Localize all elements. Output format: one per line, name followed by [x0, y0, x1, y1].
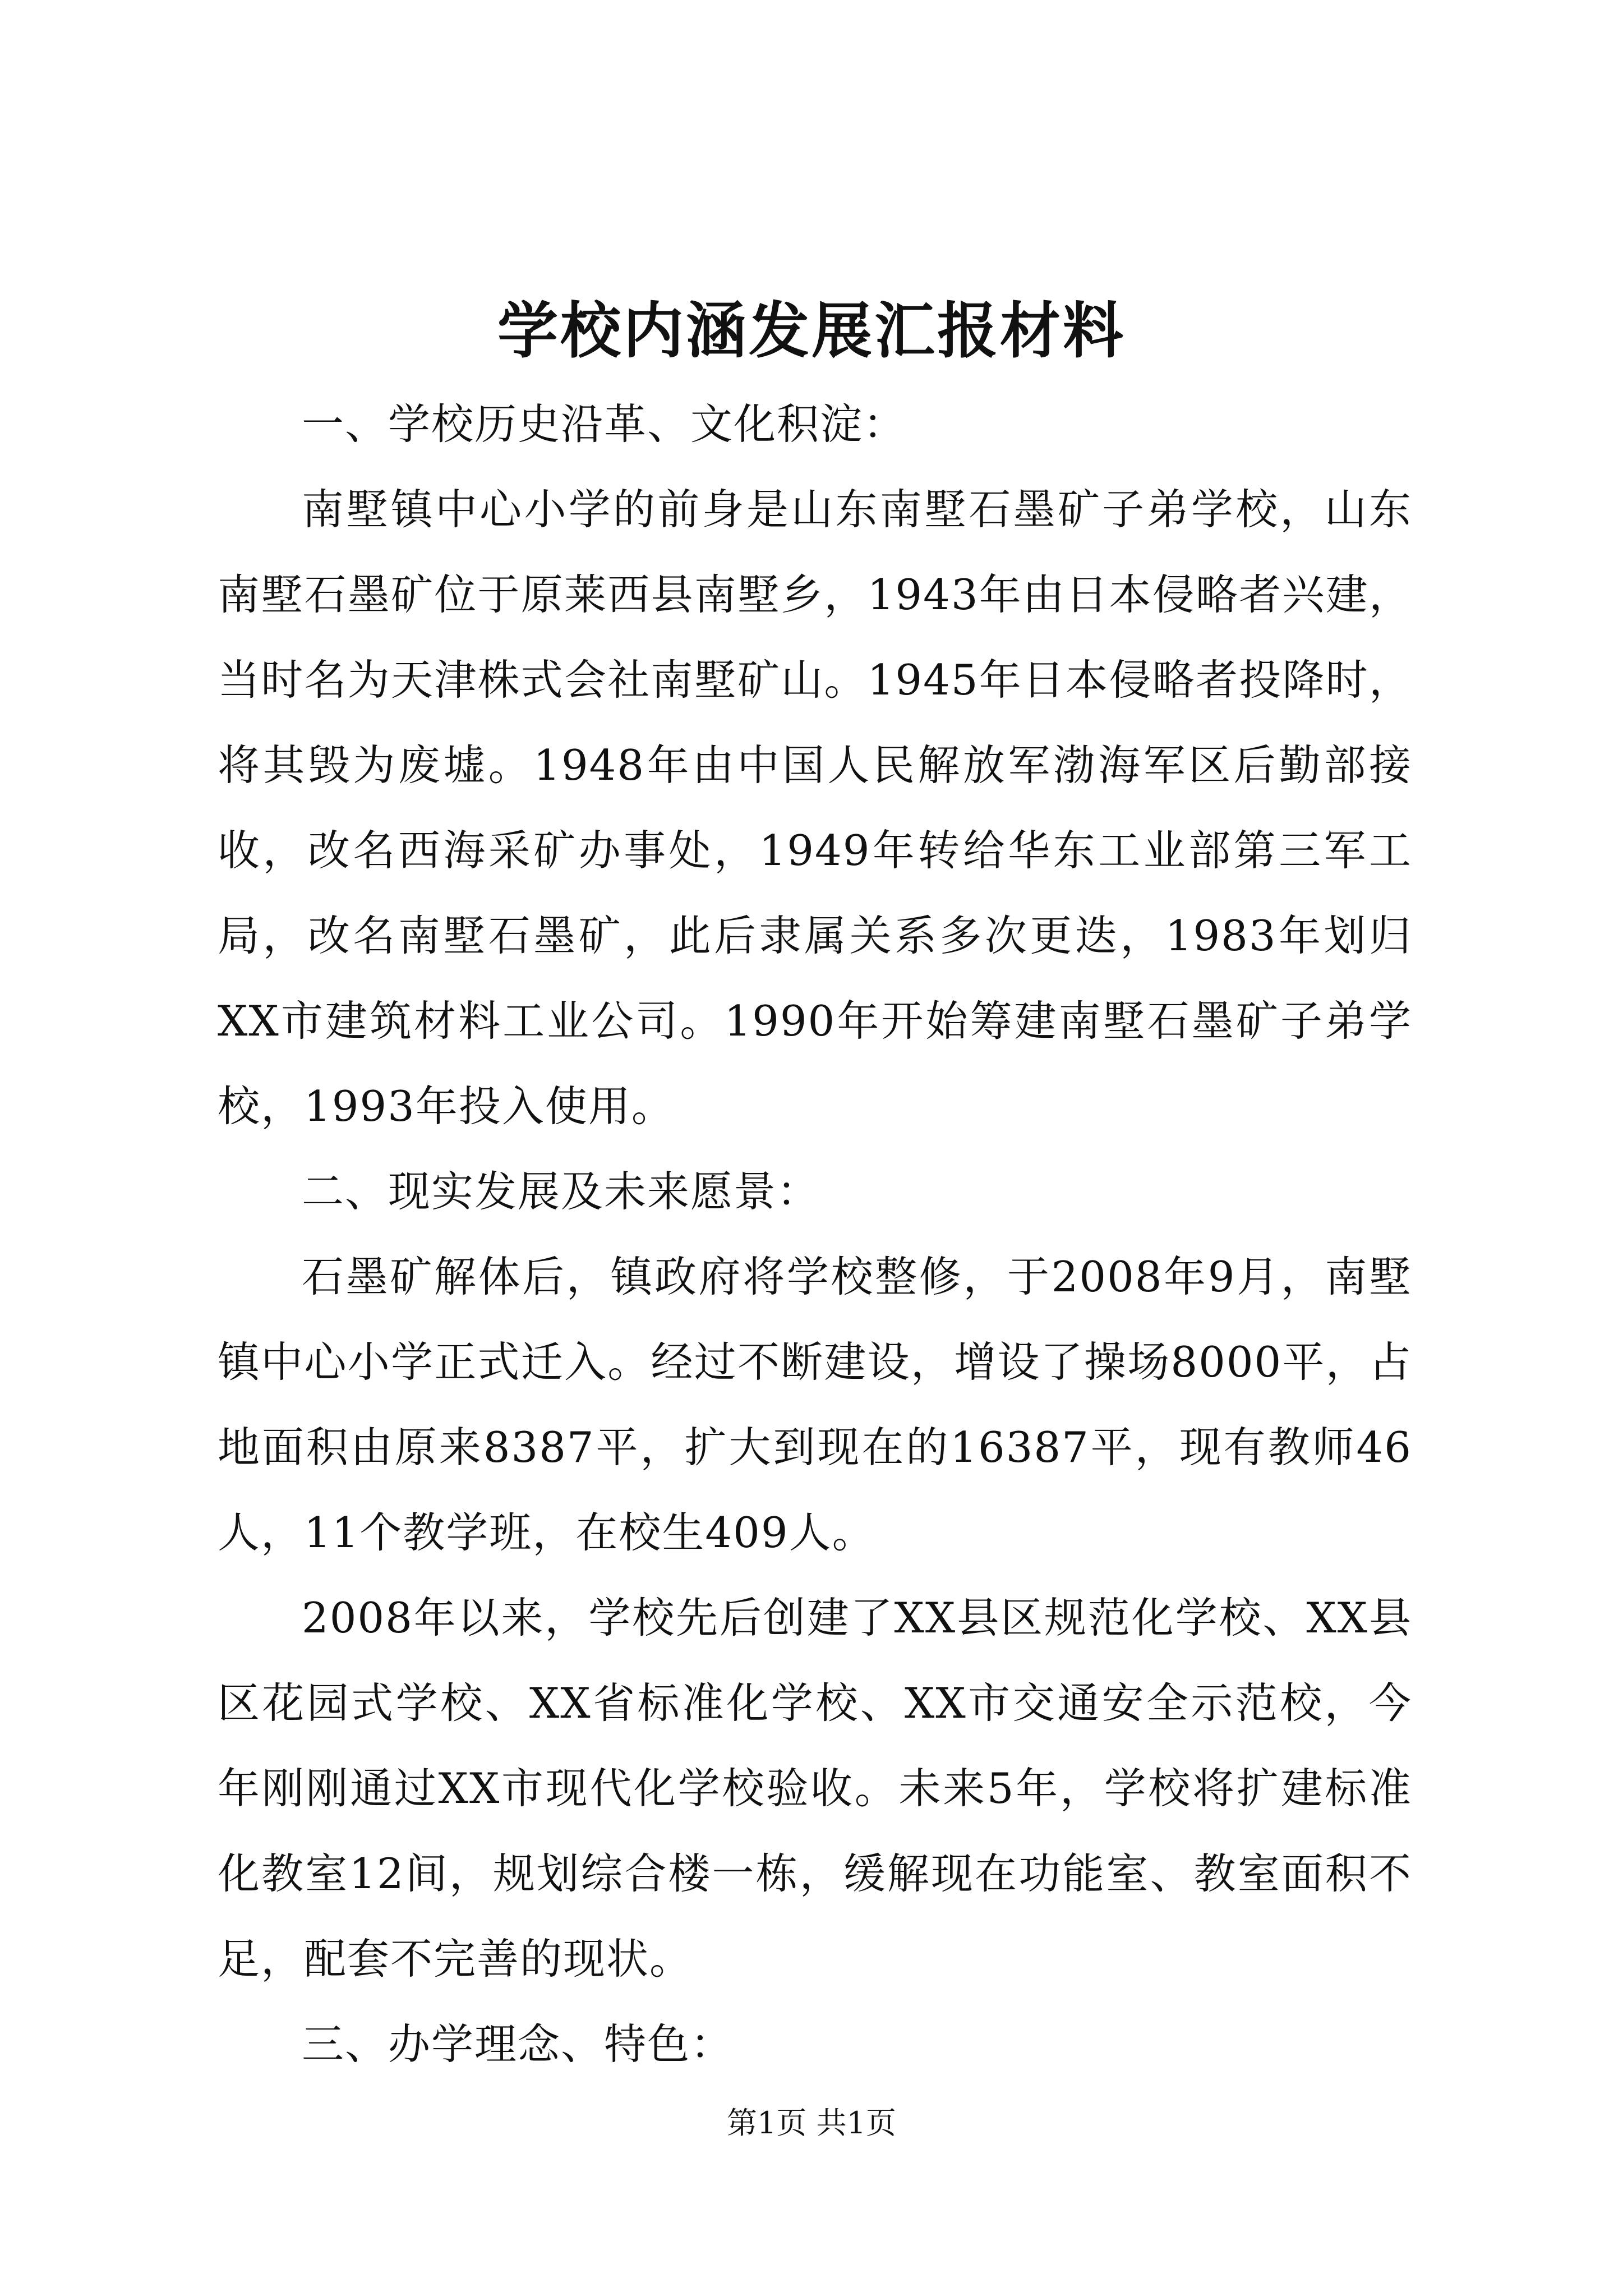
- document-body: [218, 381, 1412, 2087]
- paragraph-achievements: 2008年以来，学校先后创建了XX县区规范化学校、XX县区花园式学校、XX省标准化学校、XX市交通安全示范校，今年刚刚通过XX市现代化学校验收。未来5年，学校将扩建标准化教室12间，规划综合楼一栋，缓解现在功能室、教室面积不足，配套不完善的现状。: [218, 1593, 1412, 1984]
- section-heading-history: 一、学校历史沿革、文化积淀：: [302, 399, 907, 449]
- paragraph-history: 南墅镇中心小学的前身是山东南墅石墨矿子弟学校，山东南墅石墨矿位于原莱西县南墅乡，1943年由日本侵略者兴建，当时名为天津株式会社南墅矿山。1945年日本侵略者投降时，将其毁为废墟。1948年由中国人民解放军渤海军区后勤部接收，改名西海采矿办事处，1949年转给华东工业部第三军工局，改名南墅石墨矿，此后隶属关系多次更迭，1983年划归XX市建筑材料工业公司。1990年开始筹建南墅石墨矿子弟学校，1993年投入使用。: [218, 485, 1412, 1131]
- paragraph-development: 石墨矿解体后，镇政府将学校整修，于2008年9月，南墅镇中心小学正式迁入。经过不断建设，增设了操场8000平，占地面积由原来8387平，扩大到现在的16387平，现有教师46人，11个教学班，在校生409人。: [218, 1252, 1412, 1557]
- section-heading-philosophy: 三、办学理念、特色：: [302, 2019, 734, 2069]
- page-footer: 第1页 共1页: [727, 2105, 896, 2141]
- section-heading-development: 二、现实发展及未来愿景：: [302, 1167, 820, 1216]
- document-title: 学校内涵发展汇报材料: [497, 296, 1126, 366]
